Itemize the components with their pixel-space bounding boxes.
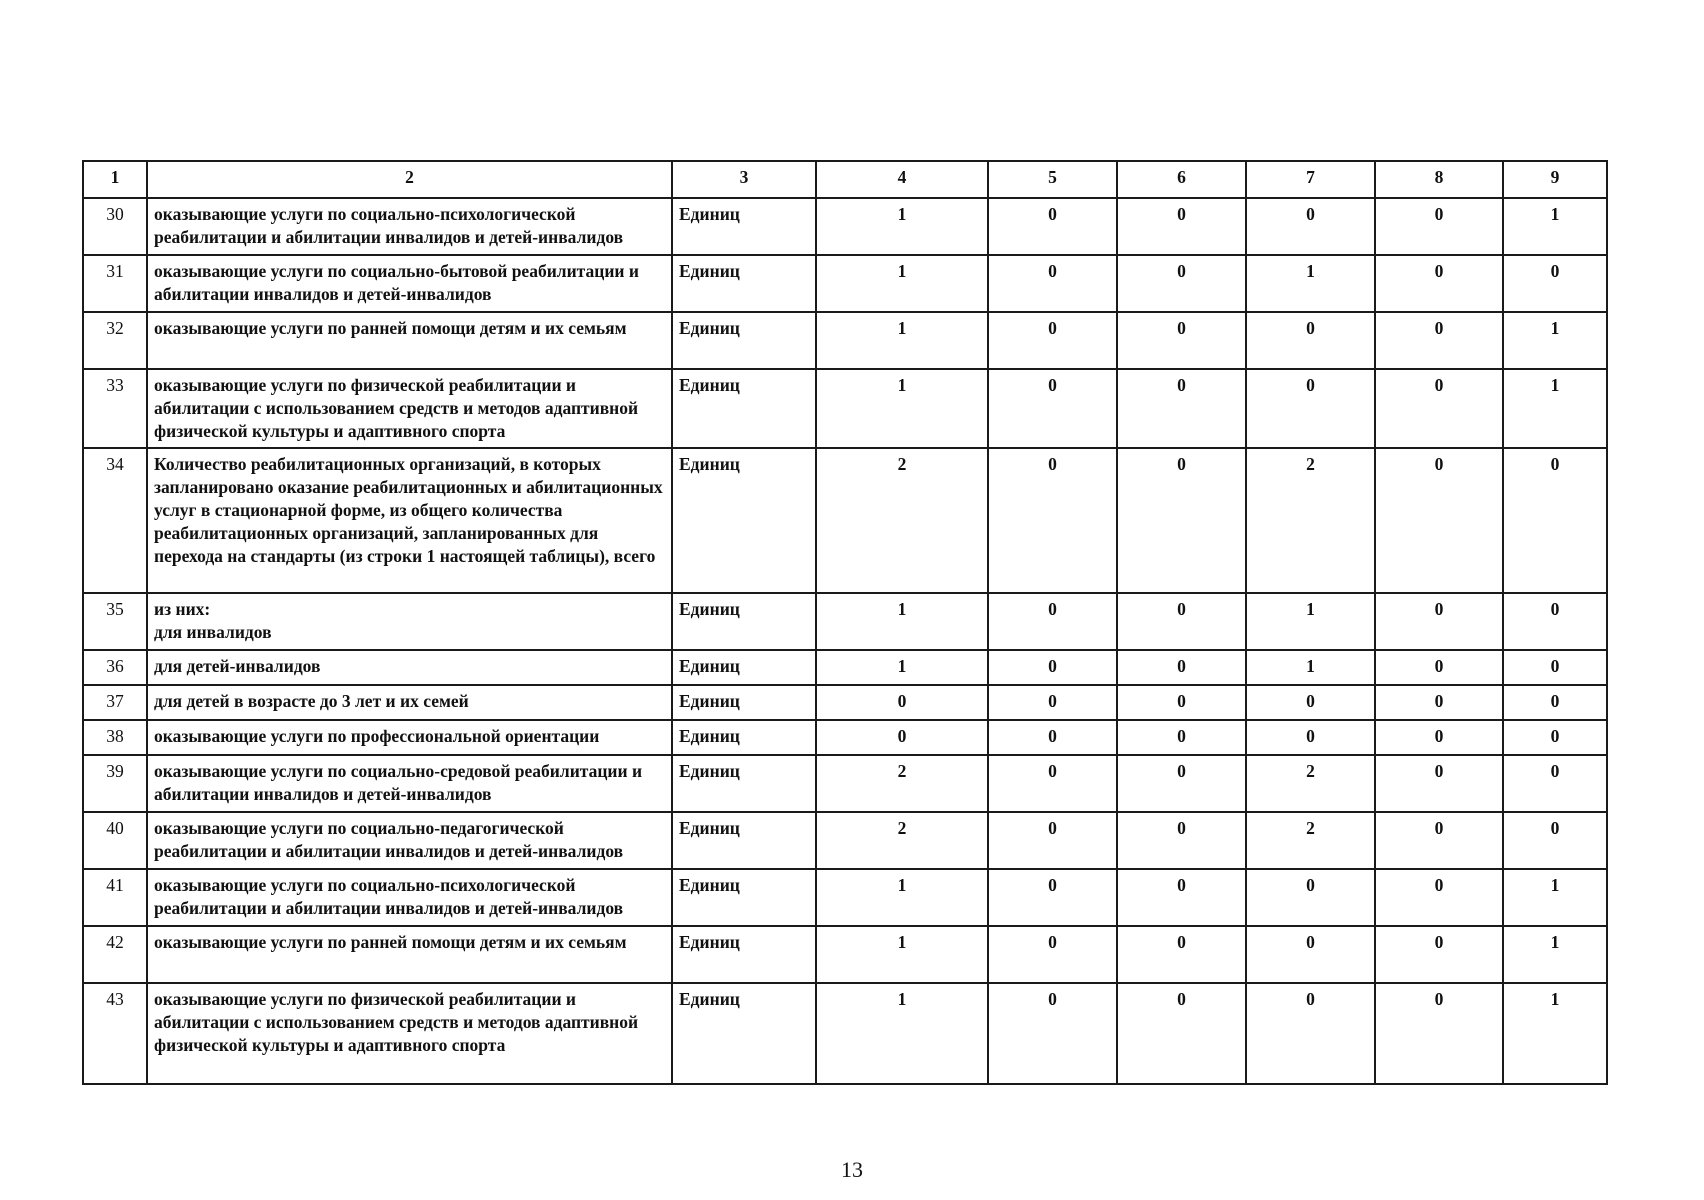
value-cell: 0 bbox=[1117, 198, 1246, 255]
indicator-name-cell: оказывающие услуги по социально-психологической реабилитации и абилитации инвалидов и детей-инвалидов bbox=[147, 869, 672, 926]
value-cell: 0 bbox=[1375, 650, 1503, 685]
value-cell: 1 bbox=[1503, 369, 1607, 448]
unit-cell: Единиц bbox=[672, 312, 816, 369]
header-cell: 5 bbox=[988, 161, 1117, 198]
value-cell: 0 bbox=[988, 755, 1117, 812]
table-row bbox=[83, 593, 1607, 650]
value-cell: 0 bbox=[1503, 448, 1607, 593]
indicator-name-cell: оказывающие услуги по социально-бытовой реабилитации и абилитации инвалидов и детей-инвалидов bbox=[147, 255, 672, 312]
value-cell: 1 bbox=[1246, 650, 1375, 685]
value-cell: 0 bbox=[1117, 983, 1246, 1084]
value-cell: 0 bbox=[1375, 926, 1503, 983]
unit-cell: Единиц bbox=[672, 755, 816, 812]
value-cell: 1 bbox=[1246, 255, 1375, 312]
value-cell: 0 bbox=[988, 198, 1117, 255]
value-cell: 0 bbox=[1246, 926, 1375, 983]
value-cell: 0 bbox=[816, 720, 988, 755]
unit-cell: Единиц bbox=[672, 255, 816, 312]
value-cell: 0 bbox=[1503, 255, 1607, 312]
value-cell: 1 bbox=[816, 869, 988, 926]
value-cell: 1 bbox=[816, 926, 988, 983]
unit-cell: Единиц bbox=[672, 650, 816, 685]
unit-cell: Единиц bbox=[672, 685, 816, 720]
value-cell: 0 bbox=[1246, 198, 1375, 255]
value-cell: 0 bbox=[1375, 869, 1503, 926]
value-cell: 0 bbox=[988, 448, 1117, 593]
value-cell: 0 bbox=[1375, 198, 1503, 255]
header-cell: 7 bbox=[1246, 161, 1375, 198]
value-cell: 0 bbox=[1117, 869, 1246, 926]
value-cell: 1 bbox=[816, 255, 988, 312]
table-row bbox=[83, 869, 1607, 926]
value-cell: 0 bbox=[1503, 812, 1607, 869]
value-cell: 1 bbox=[816, 198, 988, 255]
row-number-cell: 42 bbox=[83, 926, 147, 983]
value-cell: 0 bbox=[988, 593, 1117, 650]
value-cell: 1 bbox=[816, 312, 988, 369]
value-cell: 0 bbox=[816, 685, 988, 720]
table-row bbox=[83, 720, 1607, 755]
value-cell: 1 bbox=[816, 650, 988, 685]
unit-cell: Единиц bbox=[672, 593, 816, 650]
row-number-cell: 41 bbox=[83, 869, 147, 926]
value-cell: 0 bbox=[1117, 755, 1246, 812]
value-cell: 0 bbox=[1375, 593, 1503, 650]
value-cell: 1 bbox=[816, 593, 988, 650]
indicator-name-cell: оказывающие услуги по социально-педагогической реабилитации и абилитации инвалидов и детей-инвалидов bbox=[147, 812, 672, 869]
row-number-cell: 36 bbox=[83, 650, 147, 685]
value-cell: 0 bbox=[1375, 755, 1503, 812]
header-cell: 8 bbox=[1375, 161, 1503, 198]
table-row bbox=[83, 369, 1607, 448]
value-cell: 0 bbox=[988, 926, 1117, 983]
page-number: 13 bbox=[841, 1157, 863, 1182]
value-cell: 0 bbox=[988, 685, 1117, 720]
unit-cell: Единиц bbox=[672, 448, 816, 593]
value-cell: 0 bbox=[1246, 983, 1375, 1084]
indicator-name-cell: оказывающие услуги по социально-средовой реабилитации и абилитации инвалидов и детей-инвалидов bbox=[147, 755, 672, 812]
value-cell: 2 bbox=[816, 812, 988, 869]
value-cell: 0 bbox=[1246, 685, 1375, 720]
indicator-name-cell: оказывающие услуги по ранней помощи детям и их семьям bbox=[147, 926, 672, 983]
value-cell: 1 bbox=[816, 369, 988, 448]
row-number-cell: 30 bbox=[83, 198, 147, 255]
indicator-name-cell: оказывающие услуги по социально-психологической реабилитации и абилитации инвалидов и детей-инвалидов bbox=[147, 198, 672, 255]
unit-cell: Единиц bbox=[672, 369, 816, 448]
indicator-name-cell: Количество реабилитационных организаций, в которых запланировано оказание реабилитационных и абилитационных услуг в стационарной форме, из общего количества реабилитационных организаций, запланированных для перехода на стандарты (из строки 1 настоящей таблицы), всего bbox=[147, 448, 672, 593]
value-cell: 1 bbox=[1503, 869, 1607, 926]
value-cell: 0 bbox=[1246, 720, 1375, 755]
header-cell: 3 bbox=[672, 161, 816, 198]
value-cell: 0 bbox=[1246, 312, 1375, 369]
value-cell: 0 bbox=[1117, 926, 1246, 983]
header-cell: 1 bbox=[83, 161, 147, 198]
header-cell: 2 bbox=[147, 161, 672, 198]
value-cell: 2 bbox=[816, 755, 988, 812]
value-cell: 0 bbox=[1375, 255, 1503, 312]
unit-cell: Единиц bbox=[672, 926, 816, 983]
indicator-name-cell: оказывающие услуги по профессиональной ориентации bbox=[147, 720, 672, 755]
value-cell: 0 bbox=[988, 312, 1117, 369]
table-row bbox=[83, 448, 1607, 593]
row-number-cell: 35 bbox=[83, 593, 147, 650]
indicator-name-cell: оказывающие услуги по физической реабилитации и абилитации с использованием средств и методов адаптивной физической культуры и адаптивного спорта bbox=[147, 983, 672, 1084]
value-cell: 0 bbox=[1117, 255, 1246, 312]
table-row bbox=[83, 812, 1607, 869]
table-row bbox=[83, 755, 1607, 812]
table-row bbox=[83, 685, 1607, 720]
value-cell: 0 bbox=[988, 869, 1117, 926]
value-cell: 0 bbox=[988, 983, 1117, 1084]
indicator-name-cell: из них: для инвалидов bbox=[147, 593, 672, 650]
value-cell: 0 bbox=[1375, 369, 1503, 448]
value-cell: 2 bbox=[1246, 448, 1375, 593]
value-cell: 1 bbox=[1503, 312, 1607, 369]
value-cell: 0 bbox=[988, 812, 1117, 869]
indicator-name-cell: оказывающие услуги по физической реабилитации и абилитации с использованием средств и методов адаптивной физической культуры и адаптивного спорта bbox=[147, 369, 672, 448]
unit-cell: Единиц bbox=[672, 983, 816, 1084]
value-cell: 1 bbox=[1246, 593, 1375, 650]
table-row bbox=[83, 983, 1607, 1084]
value-cell: 0 bbox=[1503, 685, 1607, 720]
value-cell: 0 bbox=[1117, 812, 1246, 869]
row-number-cell: 31 bbox=[83, 255, 147, 312]
value-cell: 1 bbox=[1503, 926, 1607, 983]
value-cell: 0 bbox=[1117, 720, 1246, 755]
table-row bbox=[83, 312, 1607, 369]
value-cell: 0 bbox=[1117, 685, 1246, 720]
value-cell: 0 bbox=[1503, 650, 1607, 685]
row-number-cell: 37 bbox=[83, 685, 147, 720]
row-number-cell: 38 bbox=[83, 720, 147, 755]
value-cell: 0 bbox=[988, 369, 1117, 448]
value-cell: 2 bbox=[1246, 812, 1375, 869]
table-row bbox=[83, 926, 1607, 983]
row-number-cell: 43 bbox=[83, 983, 147, 1084]
value-cell: 0 bbox=[1375, 812, 1503, 869]
value-cell: 2 bbox=[816, 448, 988, 593]
value-cell: 0 bbox=[1503, 755, 1607, 812]
value-cell: 0 bbox=[1375, 312, 1503, 369]
header-cell: 6 bbox=[1117, 161, 1246, 198]
unit-cell: Единиц bbox=[672, 720, 816, 755]
value-cell: 0 bbox=[1117, 593, 1246, 650]
value-cell: 1 bbox=[1503, 198, 1607, 255]
value-cell: 0 bbox=[988, 255, 1117, 312]
value-cell: 0 bbox=[988, 720, 1117, 755]
value-cell: 0 bbox=[1375, 720, 1503, 755]
value-cell: 0 bbox=[1117, 312, 1246, 369]
indicator-name-cell: для детей в возрасте до 3 лет и их семей bbox=[147, 685, 672, 720]
value-cell: 0 bbox=[1375, 685, 1503, 720]
row-number-cell: 39 bbox=[83, 755, 147, 812]
row-number-cell: 40 bbox=[83, 812, 147, 869]
unit-cell: Единиц bbox=[672, 812, 816, 869]
header-cell: 9 bbox=[1503, 161, 1607, 198]
table-row bbox=[83, 650, 1607, 685]
value-cell: 0 bbox=[1503, 593, 1607, 650]
value-cell: 0 bbox=[988, 650, 1117, 685]
unit-cell: Единиц bbox=[672, 198, 816, 255]
unit-cell: Единиц bbox=[672, 869, 816, 926]
data-table bbox=[82, 160, 1608, 1085]
value-cell: 1 bbox=[816, 983, 988, 1084]
row-number-cell: 32 bbox=[83, 312, 147, 369]
table-row bbox=[83, 255, 1607, 312]
header-cell: 4 bbox=[816, 161, 988, 198]
value-cell: 0 bbox=[1117, 650, 1246, 685]
table-header-row bbox=[83, 161, 1607, 198]
row-number-cell: 34 bbox=[83, 448, 147, 593]
value-cell: 1 bbox=[1503, 983, 1607, 1084]
row-number-cell: 33 bbox=[83, 369, 147, 448]
value-cell: 0 bbox=[1375, 983, 1503, 1084]
indicator-name-cell: оказывающие услуги по ранней помощи детям и их семьям bbox=[147, 312, 672, 369]
value-cell: 0 bbox=[1246, 369, 1375, 448]
value-cell: 0 bbox=[1375, 448, 1503, 593]
value-cell: 2 bbox=[1246, 755, 1375, 812]
indicator-name-cell: для детей-инвалидов bbox=[147, 650, 672, 685]
value-cell: 0 bbox=[1246, 869, 1375, 926]
value-cell: 0 bbox=[1503, 720, 1607, 755]
table-row bbox=[83, 198, 1607, 255]
value-cell: 0 bbox=[1117, 448, 1246, 593]
value-cell: 0 bbox=[1117, 369, 1246, 448]
document-sheet bbox=[82, 160, 1606, 1085]
